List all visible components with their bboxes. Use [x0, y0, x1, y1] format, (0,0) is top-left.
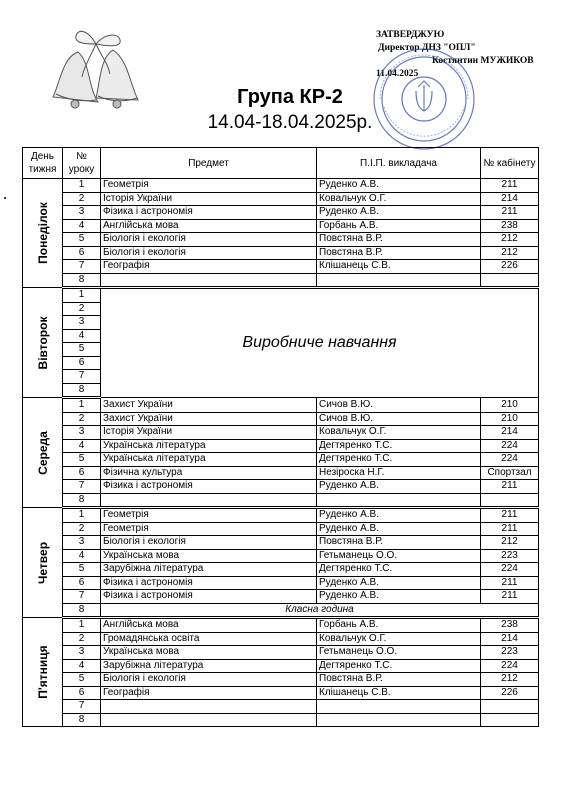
lesson-number: 5 [63, 343, 101, 357]
approval-position: Директор ДНЗ "ОПЛ" [378, 43, 476, 53]
teacher-cell: Гетьманець О.О. [317, 646, 481, 660]
teacher-cell: Дегтяренко Т.С. [317, 659, 481, 673]
lesson-number: 4 [63, 219, 101, 233]
teacher-cell: Гетьманець О.О. [317, 549, 481, 563]
subject-cell: Фізика і астрономія [101, 576, 317, 590]
page-title: Група КР-2 [237, 86, 343, 108]
teacher-cell: Руденко А.В. [317, 508, 481, 523]
subject-cell: Історія України [101, 192, 317, 206]
room-cell: 212 [481, 673, 539, 687]
teacher-cell: Руденко А.В. [317, 179, 481, 193]
lesson-number: 6 [63, 686, 101, 700]
lesson-number: 4 [63, 329, 101, 343]
subject-cell: Історія України [101, 426, 317, 440]
scan-speck [4, 197, 6, 199]
table-row [23, 466, 539, 480]
table-row [23, 603, 539, 618]
table-row [23, 493, 539, 508]
table-row [23, 480, 539, 494]
table-row [23, 273, 539, 288]
lesson-number: 5 [63, 453, 101, 467]
table-row [23, 219, 539, 233]
room-cell: 210 [481, 398, 539, 413]
subject-cell: Українська мова [101, 549, 317, 563]
teacher-cell: Сичов В.Ю. [317, 412, 481, 426]
date-range: 14.04-18.04.2025р. [207, 112, 373, 133]
room-cell: 211 [481, 480, 539, 494]
subject-cell: Захист України [101, 398, 317, 413]
lesson-number: 5 [63, 563, 101, 577]
room-cell: 211 [481, 179, 539, 193]
table-row [23, 246, 539, 260]
day-name: Вівторок [35, 316, 50, 369]
day-name: Понеділок [35, 202, 50, 264]
lesson-number: 6 [63, 356, 101, 370]
table-row [23, 590, 539, 604]
lesson-number: 1 [63, 398, 101, 413]
table-row [23, 618, 539, 633]
room-cell: 212 [481, 233, 539, 247]
teacher-cell: Незіроска Н.Г. [317, 466, 481, 480]
approval-line: ЗАТВЕРДЖУЮ [376, 30, 445, 40]
room-cell: 211 [481, 508, 539, 523]
room-cell: 226 [481, 260, 539, 274]
room-cell: 224 [481, 563, 539, 577]
subject-cell: Громадянська освіта [101, 632, 317, 646]
lesson-number: 1 [63, 179, 101, 193]
day-name: П'ятниця [35, 645, 50, 699]
subject-cell [101, 493, 317, 508]
subject-cell [101, 700, 317, 714]
lesson-number: 7 [63, 590, 101, 604]
lesson-number: 7 [63, 370, 101, 384]
teacher-cell: Горбань А.В. [317, 618, 481, 633]
col-subject-header: Предмет [101, 148, 317, 179]
table-row [23, 288, 539, 303]
subject-cell: Англійська мова [101, 618, 317, 633]
table-row [23, 439, 539, 453]
teacher-cell [317, 700, 481, 714]
teacher-cell: Дегтяренко Т.С. [317, 563, 481, 577]
teacher-cell: Повстяна В.Р. [317, 673, 481, 687]
teacher-cell: Руденко А.В. [317, 576, 481, 590]
lesson-number: 7 [63, 260, 101, 274]
lesson-number: 8 [63, 383, 101, 398]
room-cell: 212 [481, 536, 539, 550]
teacher-cell: Руденко А.В. [317, 590, 481, 604]
subject-cell [101, 273, 317, 288]
subject-cell: Фізика і астрономія [101, 206, 317, 220]
room-cell: 223 [481, 646, 539, 660]
room-cell: 224 [481, 659, 539, 673]
subject-cell: Захист України [101, 412, 317, 426]
subject-cell: Українська мова [101, 646, 317, 660]
subject-cell: Фізика і астрономія [101, 480, 317, 494]
subject-cell: Біологія і екологія [101, 536, 317, 550]
lesson-number: 8 [63, 273, 101, 288]
teacher-cell [317, 713, 481, 727]
lesson-number: 4 [63, 549, 101, 563]
day-cell [23, 508, 63, 618]
teacher-cell: Ковальчук О.Г. [317, 192, 481, 206]
teacher-cell: Горбань А.В. [317, 219, 481, 233]
teacher-cell: Руденко А.В. [317, 522, 481, 536]
room-cell: 214 [481, 426, 539, 440]
teacher-cell: Ковальчук О.Г. [317, 632, 481, 646]
room-cell: 211 [481, 590, 539, 604]
lesson-number: 2 [63, 522, 101, 536]
lesson-number: 3 [63, 536, 101, 550]
lesson-number: 4 [63, 439, 101, 453]
teacher-cell: Руденко А.В. [317, 480, 481, 494]
day-cell [23, 398, 63, 508]
room-cell: 211 [481, 576, 539, 590]
table-row [23, 632, 539, 646]
lesson-number: 5 [63, 673, 101, 687]
lesson-number: 3 [63, 426, 101, 440]
table-row [23, 536, 539, 550]
note-cell: Класна година [101, 603, 539, 618]
table-row [23, 260, 539, 274]
table-row [23, 576, 539, 590]
table-row [23, 233, 539, 247]
room-cell: 211 [481, 206, 539, 220]
teacher-cell: Сичов В.Ю. [317, 398, 481, 413]
subject-cell: Біологія і екологія [101, 673, 317, 687]
lesson-number: 2 [63, 412, 101, 426]
teacher-cell: Клішанець С.В. [317, 260, 481, 274]
subject-cell: Біологія і екологія [101, 246, 317, 260]
table-row [23, 686, 539, 700]
subject-cell: Зарубіжна література [101, 563, 317, 577]
lesson-number: 2 [63, 632, 101, 646]
teacher-cell [317, 273, 481, 288]
room-cell: 223 [481, 549, 539, 563]
lesson-number: 8 [63, 603, 101, 618]
table-row [23, 713, 539, 727]
table-header-row [23, 148, 539, 179]
subject-cell: Геометрія [101, 179, 317, 193]
lesson-number: 4 [63, 659, 101, 673]
lesson-number: 6 [63, 576, 101, 590]
subject-cell: Зарубіжна література [101, 659, 317, 673]
approval-date: 11.04.2025 [376, 69, 419, 79]
lesson-number: 3 [63, 206, 101, 220]
table-row [23, 673, 539, 687]
teacher-cell: Ковальчук О.Г. [317, 426, 481, 440]
lesson-number: 2 [63, 192, 101, 206]
col-teacher-header: П.І.П. викладача [317, 148, 481, 179]
room-cell: 211 [481, 522, 539, 536]
day-cell [23, 618, 63, 727]
room-cell: Спортзал [481, 466, 539, 480]
col-lesson-header: № уроку [63, 148, 101, 179]
table-row [23, 659, 539, 673]
table-row [23, 192, 539, 206]
lesson-number: 6 [63, 246, 101, 260]
room-cell: 210 [481, 412, 539, 426]
subject-cell [101, 713, 317, 727]
lesson-number: 5 [63, 233, 101, 247]
subject-cell: Геометрія [101, 508, 317, 523]
teacher-cell: Повстяна В.Р. [317, 246, 481, 260]
teacher-cell: Руденко А.В. [317, 206, 481, 220]
col-room-header: № кабінету [481, 148, 539, 179]
table-row [23, 646, 539, 660]
table-row [23, 700, 539, 714]
table-row [23, 563, 539, 577]
lesson-number: 1 [63, 508, 101, 523]
lesson-number: 2 [63, 302, 101, 316]
table-row [23, 412, 539, 426]
table-row [23, 426, 539, 440]
room-cell: 238 [481, 618, 539, 633]
day-name: Середа [35, 430, 50, 475]
room-cell: 238 [481, 219, 539, 233]
teacher-cell: Клішанець С.В. [317, 686, 481, 700]
lesson-number: 8 [63, 713, 101, 727]
room-cell: 224 [481, 439, 539, 453]
table-row [23, 522, 539, 536]
day-name: Четвер [35, 541, 50, 584]
table-row [23, 453, 539, 467]
subject-cell: Українська література [101, 453, 317, 467]
teacher-cell: Повстяна В.Р. [317, 233, 481, 247]
subject-cell: Українська література [101, 439, 317, 453]
table-row [23, 398, 539, 413]
lesson-number: 7 [63, 700, 101, 714]
table-row [23, 549, 539, 563]
merged-activity-cell: Виробниче навчання [101, 288, 539, 398]
table-row [23, 179, 539, 193]
teacher-cell: Дегтяренко Т.С. [317, 439, 481, 453]
subject-cell: Географія [101, 260, 317, 274]
room-cell [481, 700, 539, 714]
lesson-number: 3 [63, 646, 101, 660]
approval-signatory: Костянтин МУЖИКОВ [432, 56, 534, 66]
lesson-number: 6 [63, 466, 101, 480]
room-cell: 224 [481, 453, 539, 467]
teacher-cell [317, 493, 481, 508]
col-day-header: День тижня [23, 148, 63, 179]
room-cell [481, 273, 539, 288]
subject-cell: Географія [101, 686, 317, 700]
room-cell: 214 [481, 192, 539, 206]
lesson-number: 1 [63, 618, 101, 633]
table-row [23, 206, 539, 220]
room-cell [481, 713, 539, 727]
room-cell: 212 [481, 246, 539, 260]
room-cell [481, 493, 539, 508]
table-row [23, 508, 539, 523]
teacher-cell: Дегтяренко Т.С. [317, 453, 481, 467]
subject-cell: Геометрія [101, 522, 317, 536]
lesson-number: 3 [63, 316, 101, 330]
day-cell [23, 179, 63, 288]
subject-cell: Фізика і астрономія [101, 590, 317, 604]
schedule-table [22, 147, 539, 727]
lesson-number: 8 [63, 493, 101, 508]
teacher-cell: Повстяна В.Р. [317, 536, 481, 550]
day-cell [23, 288, 63, 398]
subject-cell: Біологія і екологія [101, 233, 317, 247]
lesson-number: 1 [63, 288, 101, 303]
room-cell: 226 [481, 686, 539, 700]
room-cell: 214 [481, 632, 539, 646]
lesson-number: 7 [63, 480, 101, 494]
bells-icon [38, 22, 168, 122]
subject-cell: Англійська мова [101, 219, 317, 233]
subject-cell: Фізична культура [101, 466, 317, 480]
